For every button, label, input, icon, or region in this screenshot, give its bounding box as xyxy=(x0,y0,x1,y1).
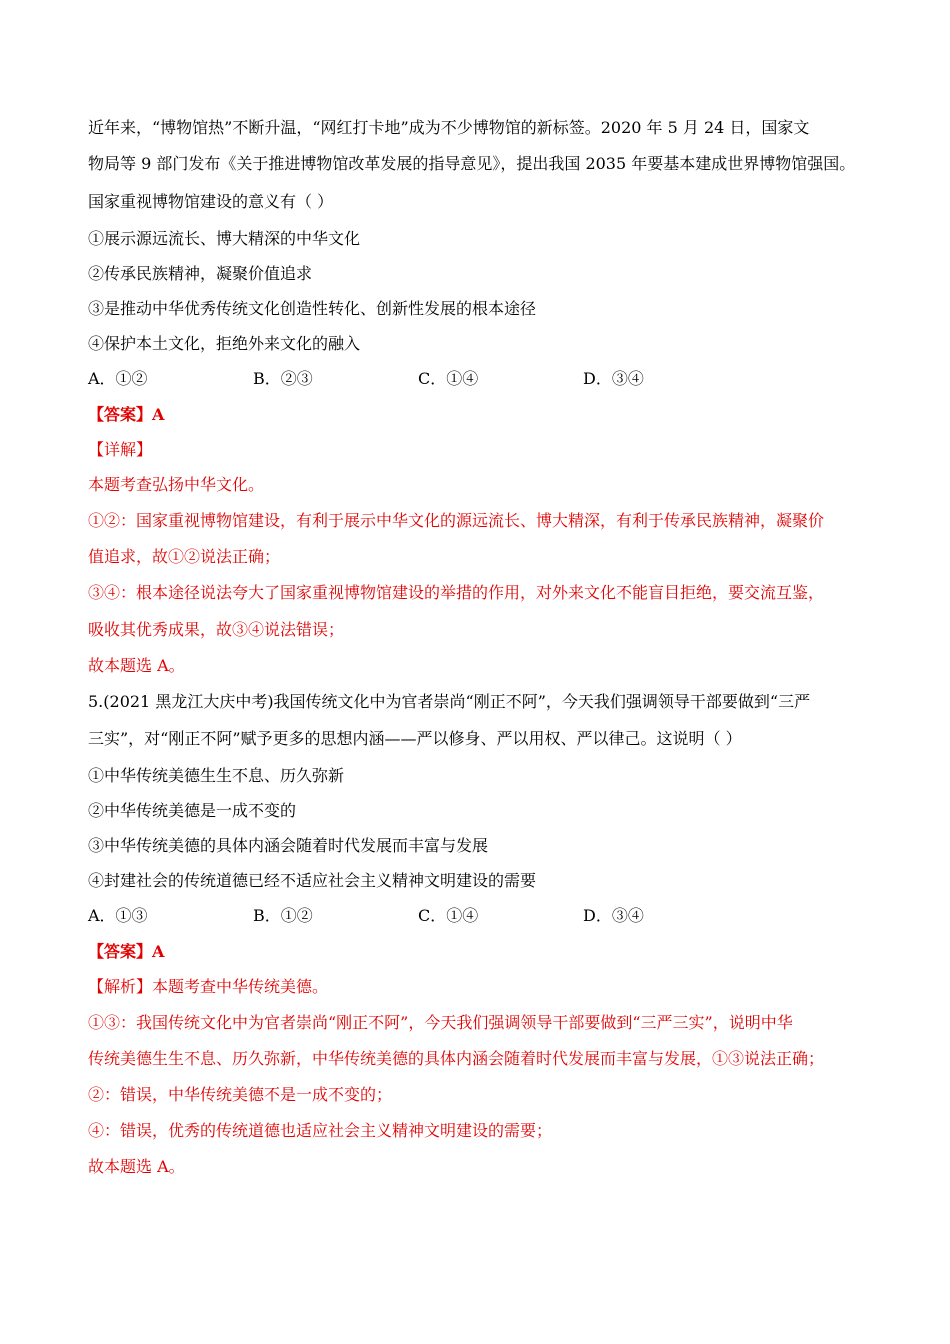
q5-stem-line-2: 三实”，对“刚正不阿”赋予更多的思想内涵——严以修身、严以用权、严以律己。这说明（ ） xyxy=(88,729,742,748)
q4-option-a: A．①② xyxy=(88,369,148,388)
q4-explain-4: ③④：根本途径说法夸大了国家重视博物馆建设的举措的作用，对外来文化不能盲目拒绝，要交流互鉴， xyxy=(88,583,825,602)
q5-item-4: ④封建社会的传统道德已经不适应社会主义精神文明建设的需要 xyxy=(88,871,537,890)
q4-explain-5: 吸收其优秀成果，故③④说法错误； xyxy=(88,620,345,639)
q5-item-1: ①中华传统美德生生不息、历久弥新 xyxy=(88,766,345,785)
q5-option-a: A．①③ xyxy=(88,906,148,925)
q4-stem-line-3: 国家重视博物馆建设的意义有（ ） xyxy=(88,192,334,211)
q4-item-3: ③是推动中华优秀传统文化创造性转化、创新性发展的根本途径 xyxy=(88,299,537,318)
q5-item-2: ②中华传统美德是一成不变的 xyxy=(88,801,297,820)
q5-stem-line-1: 5.(2021 黑龙江大庆中考)我国传统文化中为官者崇尚“刚正不阿”，今天我们强调领导干部要做到“三严 xyxy=(88,692,811,711)
q5-item-3: ③中华传统美德的具体内涵会随着时代发展而丰富与发展 xyxy=(88,836,489,855)
q5-explain-2: ①③：我国传统文化中为官者崇尚“刚正不阿”，今天我们强调领导干部要做到“三严三实”，说明中华 xyxy=(88,1013,793,1032)
q4-answer: 【答案】A xyxy=(88,405,165,424)
q4-explain-6: 故本题选 A。 xyxy=(88,656,185,675)
q4-stem-line-2: 物局等 9 部门发布《关于推进博物馆改革发展的指导意见》，提出我国 2035 年要基本建成世界博物馆强国。 xyxy=(88,154,856,173)
q5-explain-6: 故本题选 A。 xyxy=(88,1157,185,1176)
q5-option-c: C．①④ xyxy=(418,906,479,925)
q4-item-2: ②传承民族精神，凝聚价值追求 xyxy=(88,264,313,283)
q5-explain-4: ②：错误，中华传统美德不是一成不变的； xyxy=(88,1085,393,1104)
q4-explain-3: 值追求，故①②说法正确； xyxy=(88,547,281,566)
q4-stem-line-1: 近年来，“博物馆热”不断升温，“网红打卡地”成为不少博物馆的新标签。2020 年 5 月 24 日，国家文 xyxy=(88,118,810,137)
q4-option-d: D．③④ xyxy=(583,369,644,388)
q5-explain-1: 【解析】本题考查中华传统美德。 xyxy=(88,977,329,996)
q4-detail-label: 【详解】 xyxy=(88,440,153,459)
q4-option-c: C．①④ xyxy=(418,369,479,388)
q5-explain-5: ④：错误，优秀的传统道德也适应社会主义精神文明建设的需要； xyxy=(88,1121,553,1140)
q4-item-4: ④保护本土文化，拒绝外来文化的融入 xyxy=(88,334,361,353)
q4-explain-1: 本题考查弘扬中华文化。 xyxy=(88,475,265,494)
q4-item-1: ①展示源远流长、博大精深的中华文化 xyxy=(88,229,361,248)
q5-option-b: B．①② xyxy=(253,906,313,925)
q5-answer: 【答案】A xyxy=(88,942,165,961)
q4-option-b: B．②③ xyxy=(253,369,313,388)
q5-explain-3: 传统美德生生不息、历久弥新，中华传统美德的具体内涵会随着时代发展而丰富与发展，①③说法正确； xyxy=(88,1049,825,1068)
q4-explain-2: ①②：国家重视博物馆建设，有利于展示中华文化的源远流长、博大精深，有利于传承民族精神，凝聚价 xyxy=(88,511,825,530)
q5-option-d: D．③④ xyxy=(583,906,644,925)
